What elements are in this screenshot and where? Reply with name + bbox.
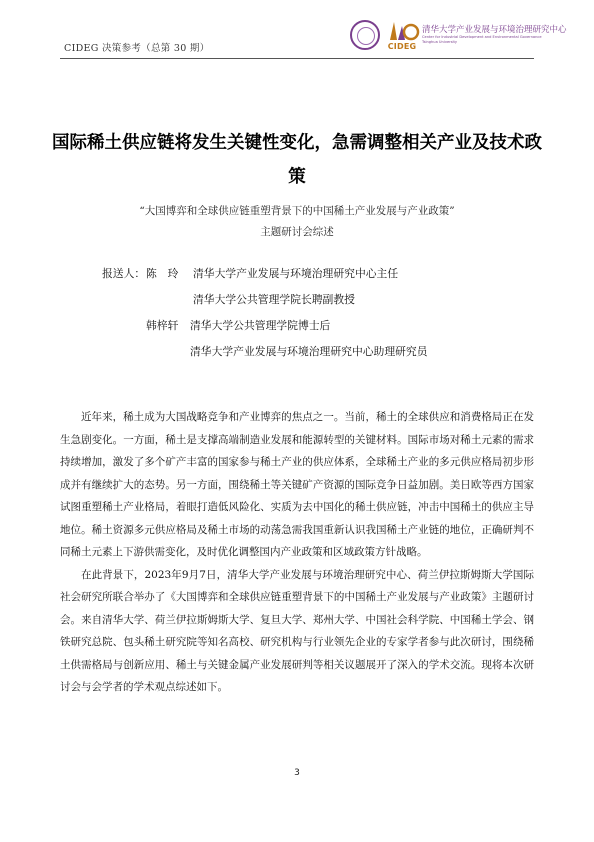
paragraph-2: 在此背景下，2023年9月7日，清华大学产业发展与环境治理研究中心、荷兰伊拉斯姆斯大学国际社会研究所联合举办了《大国博弈和全球供应链重塑背景下的中国稀土产业发展与产业政策》主题研讨会。来自清华大学、荷兰伊拉斯姆斯大学、复旦大学、郑州大学、中国社会科学院、中国稀土学会、钢铁研究总院、包头稀土研究院等知名高校、研究机构与行业领先企业的专家学者参与此次研讨，围绕稀土供需格局与创新应用、稀土与关键金属产业发展研判等相关议题展开了深入的学术交流。现将本次研讨会与会学者的学术观点综述如下。 <box>60 568 534 693</box>
tsinghua-emblem-icon <box>350 20 380 50</box>
reporters-label: 报送人： <box>102 267 146 280</box>
page-header <box>0 0 594 70</box>
document-title: 国际稀土供应链将发生关键性变化，急需调整相关产业及技术政策 <box>52 133 542 187</box>
logo-group <box>340 18 567 56</box>
body-text <box>60 406 534 699</box>
header-divider <box>60 58 534 59</box>
center-name-cn: 清华大学产业发展与环境治理研究中心 <box>422 25 567 35</box>
running-head: CIDEG 决策参考（总第 30 期） <box>64 43 210 54</box>
reporter-2-affiliation-2: 清华大学产业发展与环境治理研究中心助理研究员 <box>190 345 428 358</box>
cideg-label: CIDEG <box>387 42 417 51</box>
page-number: 3 <box>294 768 300 778</box>
cideg-logo-icon <box>384 18 420 54</box>
reporter-1-affiliation-2: 清华大学公共管理学院长聘副教授 <box>193 293 355 306</box>
reporter-1-affiliation-1: 清华大学产业发展与环境治理研究中心主任 <box>193 267 399 280</box>
subtitle-line-2: 主题研讨会综述 <box>260 226 334 238</box>
reporter-2-affiliation-1: 清华大学公共管理学院博士后 <box>190 319 331 332</box>
document-subtitle <box>60 201 534 243</box>
reporter-1-name: 陈 玲 <box>146 267 179 280</box>
subtitle-line-1: “大国博弈和全球供应链重塑背景下的中国稀土产业发展与产业政策” <box>139 205 455 217</box>
center-name-en: Center for Industrial Development and Environmental Governance Tsinghua University <box>422 35 542 44</box>
reporter-2-name: 韩梓轩 <box>146 319 179 332</box>
paragraph-1: 近年来，稀土成为大国战略竞争和产业博弈的焦点之一。当前，稀土的全球供应和消费格局正在发生急剧变化。一方面，稀土是支撑高端制造业发展和能源转型的关键材料。国际市场对稀土元素的需求持续增加，激发了多个矿产丰富的国家参与稀土产业的供应体系，全球稀土产业的多元供应格局初步形成并有继续扩大的态势。另一方面，围绕稀土等关键矿产资源的国际竞争日益加剧。美日欧等西方国家试图重塑稀土产业格局，着眼打造低风险化、实质为去中国化的稀土供应链，冲击中国稀土的供应主导地位。稀土资源多元供应格局及稀土市场的动荡急需我国重新认识我国稀土产业链的地位，正确研判不同稀土元素上下游供需变化，及时优化调整国内产业政策和区域政策方针战略。 <box>60 411 534 558</box>
